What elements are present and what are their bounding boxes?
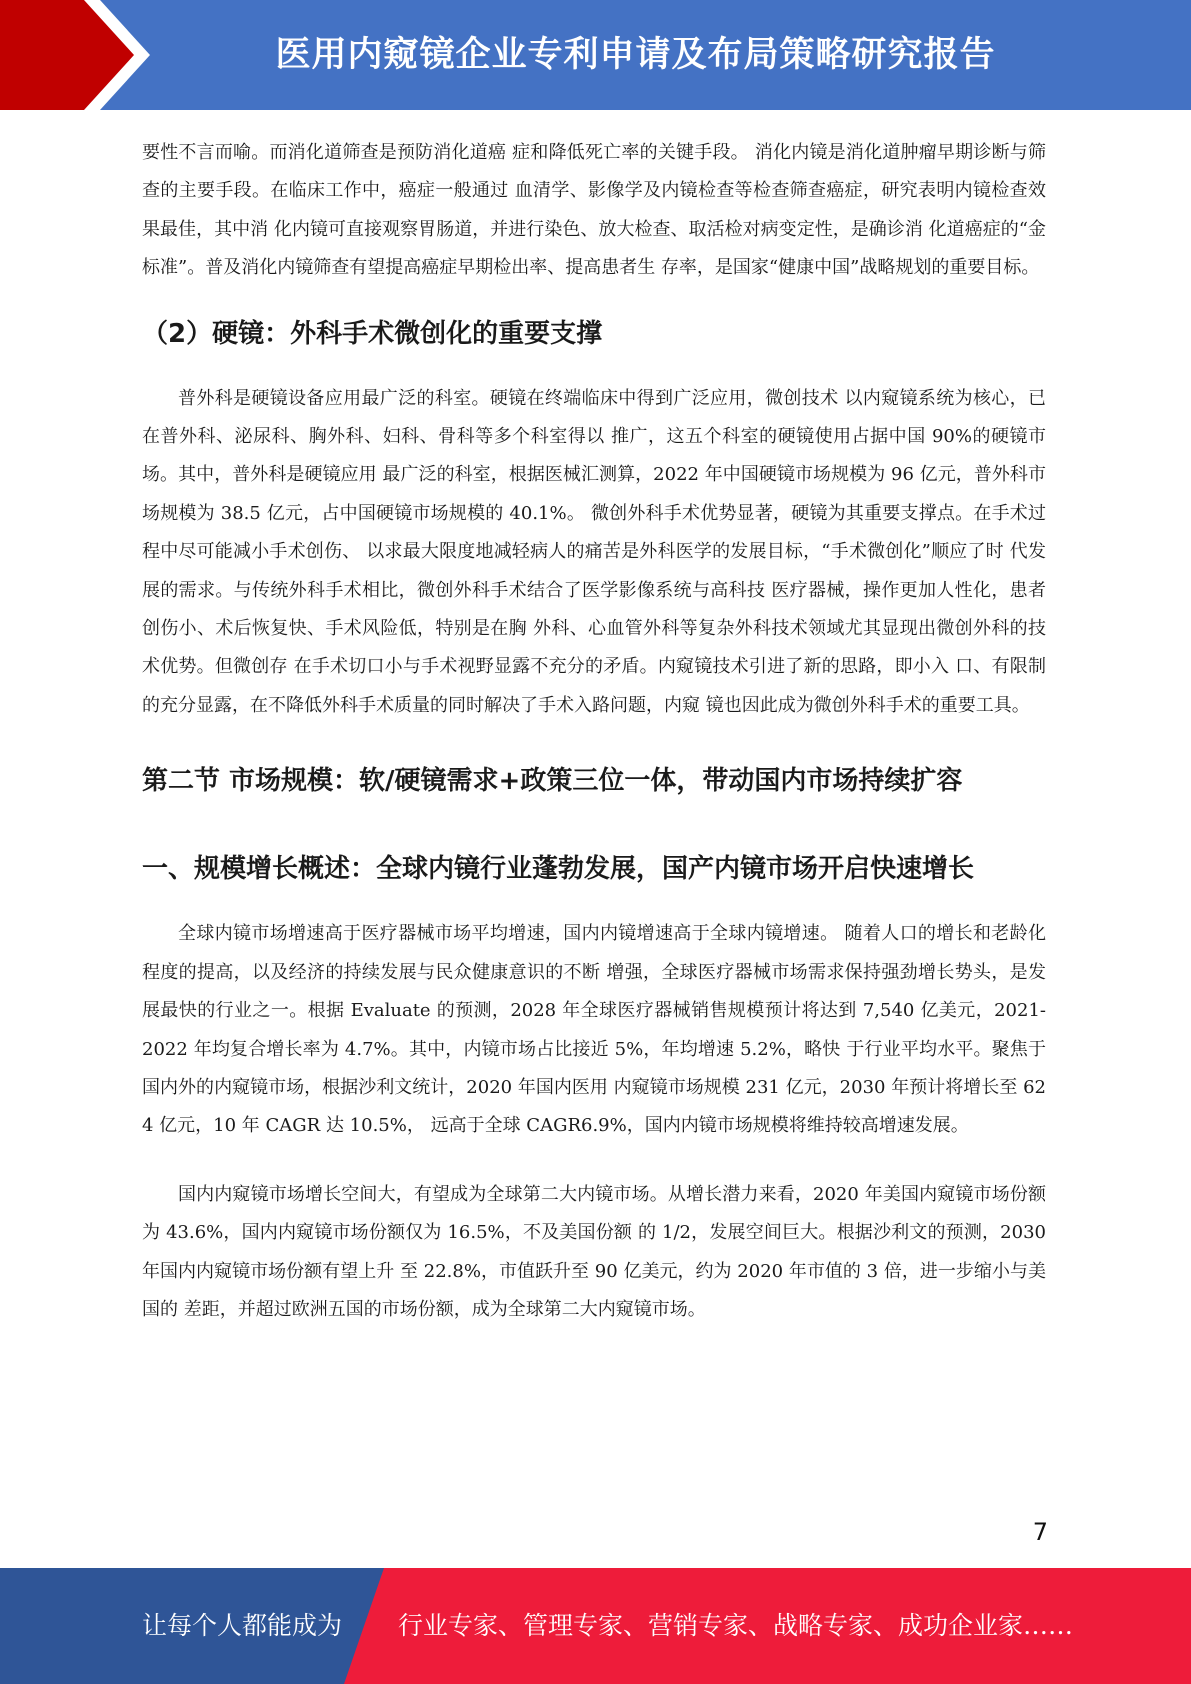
page-header xyxy=(0,0,1191,110)
report-title: 医用内窥镜企业专利申请及布局策略研究报告 xyxy=(275,35,996,75)
page-content xyxy=(142,134,1046,1329)
page-footer xyxy=(0,1568,1191,1684)
footer-slogan-right: 行业专家、管理专家、营销专家、战略专家、成功企业家…… xyxy=(398,1611,1074,1640)
intro-paragraph: 要性不言而喻。而消化道筛查是预防消化道癌 症和降低死亡率的关键手段。 消化内镜是消化道肿瘤早期诊断与筛查的主要手段。在临床工作中，癌症一般通过 血清学、影像学及内镜检查等检查筛查癌症，研究表明内镜检查效果最佳，其中消 化内镜可直接观察胃肠道，并进行染色、放大检查、取活检对病变定性，是确诊消 化道癌症的“金标准”。普及消化内镜筛查有望提高癌症早期检出率、提高患者生 存率，是国家“健康中国”战略规划的重要目标。 xyxy=(142,142,1046,279)
scale-growth-heading: 一、规模增长概述：全球内镜行业蓬勃发展，国产内镜市场开启快速增长 xyxy=(142,854,975,885)
footer-slogan-left: 让每个人都能成为 xyxy=(142,1611,343,1640)
page-number: 7 xyxy=(1032,1518,1048,1546)
section-2-heading: 第二节 市场规模：软/硬镜需求+政策三位一体，带动国内市场持续扩容 xyxy=(142,766,963,797)
rigid-scope-paragraph: 普外科是硬镜设备应用最广泛的科室。硬镜在终端临床中得到广泛应用，微创技术 以内窥镜系统为核心，已在普外科、泌尿科、胸外科、妇科、骨科等多个科室得以 推广，这五个科室的硬镜使用占据中国 90%的硬镜市场。其中，普外科是硬镜应用 最广泛的科室，根据医械汇测算，2022 年中国硬镜市场规模为 96 亿元，普外科市 场规模为 38.5 亿元，占中国硬镜市场规模的 40.1%。 微创外科手术优势显著，硬镜为其重要支撑点。在手术过程中尽可能减小手术创伤、 以求最大限度地减轻病人的痛苦是外科医学的发展目标，“手术微创化”顺应了时 代发展的需求。与传统外科手术相比，微创外科手术结合了医学影像系统与高科技 医疗器械，操作更加人性化，患者创伤小、术后恢复快、手术风险低，特别是在胸 外科、心血管外科等复杂外科技术领域尤其显现出微创外科的技术优势。但微创存 在手术切口小与手术视野显露不充分的矛盾。内窥镜技术引进了新的思路，即小入 口、有限制的充分显露，在不降低外科手术质量的同时解决了手术入路问题，内窥 镜也因此成为微创外科手术的重要工具。 xyxy=(142,387,1046,716)
rigid-scope-heading: （2）硬镜：外科手术微创化的重要支撑 xyxy=(142,318,603,349)
scale-growth-paragraph-1: 全球内镜市场增速高于医疗器械市场平均增速，国内内镜增速高于全球内镜增速。 随着人口的增长和老龄化程度的提高，以及经济的持续发展与民众健康意识的不断 增强，全球医疗器械市场需求保持强劲增长势头，是发展最快的行业之一。根据 Evaluate 的预测，2028 年全球医疗器械销售规模预计将达到 7,540 亿美元，2021- 2022 年均复合增长率为 4.7%。其中，内镜市场占比接近 5%，年均增速 5.2%，略快 于行业平均水平。聚焦于国内外的内窥镜市场，根据沙利文统计，2020 年国内医用 内窥镜市场规模 231 亿元，2030 年预计将增长至 624 亿元，10 年 CAGR 达 10.5%， 远高于全球 CAGR6.9%，国内内镜市场规模将维持较高增速发展。 xyxy=(142,923,1046,1137)
scale-growth-paragraph-2: 国内内窥镜市场增长空间大，有望成为全球第二大内镜市场。从增长潜力来看，2020 年美国内窥镜市场份额为 43.6%，国内内窥镜市场份额仅为 16.5%，不及美国份额 的 1/2，发展空间巨大。根据沙利文的预测，2030 年国内内窥镜市场份额有望上升 至 22.8%，市值跃升至 90 亿美元，约为 2020 年市值的 3 倍，进一步缩小与美国的 差距，并超过欧洲五国的市场份额，成为全球第二大内窥镜市场。 xyxy=(142,1183,1046,1320)
